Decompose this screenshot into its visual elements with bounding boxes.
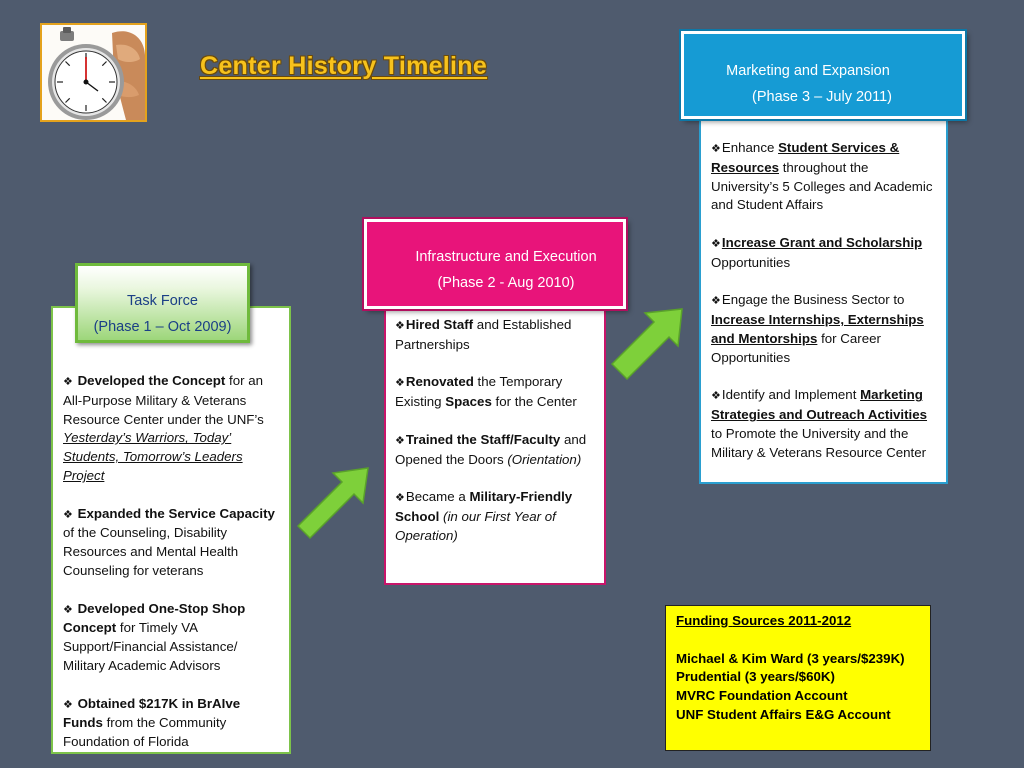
phase1-title: Task Force: [127, 293, 198, 309]
diamond-bullet-icon: ❖: [395, 320, 405, 332]
diamond-bullet-icon: ❖: [395, 377, 405, 390]
phase1-date: (Phase 1 – Oct 2009): [93, 319, 232, 335]
phase2-item: ❖Became a Military-Friendly School (in our First Year of Operation): [395, 489, 573, 543]
phase2-title: Infrastructure and Execution: [415, 249, 597, 265]
diamond-bullet-icon: ❖: [711, 295, 721, 308]
diamond-bullet-icon: ❖: [711, 143, 721, 155]
arrow-up-right-icon: [608, 304, 688, 384]
page-title: Center History Timeline: [200, 52, 488, 80]
funding-line: UNF Student Affairs E&G Account: [676, 706, 891, 722]
phase2-body: [384, 302, 606, 585]
phase2-header: [364, 219, 626, 309]
phase1-header: [75, 263, 250, 343]
stopwatch-icon: [40, 23, 147, 122]
phase1-item: ❖ Developed the Concept for an All-Purpose Military & Veterans Resource Center under the UNF’s Yesterday’s Warriors, Today’ Students, Tomorrow’s Leaders Project: [63, 373, 264, 483]
phase3-item: ❖Engage the Business Sector to Increase Internships, Externships and Mentorships for Career Opportunities: [711, 292, 924, 365]
diamond-bullet-icon: ❖: [711, 390, 721, 403]
phase3-title: Marketing and Expansion: [726, 63, 890, 79]
arrow-up-right-icon: [294, 462, 374, 542]
phase2-item: ❖Hired Staff and Established Partnerships: [395, 317, 572, 352]
phase1-item: ❖ Obtained $217K in BrAIve Funds from the Community Foundation of Florida: [63, 695, 241, 750]
phase2-item: ❖Renovated the Temporary Existing Spaces for the Center: [395, 374, 577, 410]
diamond-bullet-icon: ❖: [711, 237, 721, 250]
phase2-item: ❖Trained the Staff/Faculty and Opened the Doors (Orientation): [395, 431, 587, 467]
phase2-date: (Phase 2 - Aug 2010): [437, 275, 575, 291]
phase3-body: [699, 116, 948, 484]
phase3-header: [681, 31, 965, 119]
funding-line: Michael & Kim Ward (3 years/$239K): [676, 650, 905, 666]
funding-line: MVRC Foundation Account: [676, 688, 848, 704]
funding-line: Prudential (3 years/$60K): [676, 669, 835, 685]
funding-sources-box: [665, 605, 931, 751]
phase1-body: [51, 306, 291, 754]
phase3-date: (Phase 3 – July 2011): [752, 89, 892, 105]
phase3-item: ❖Enhance Student Services & Resources throughout the University’s 5 Colleges and Academic and Student Affairs: [711, 140, 933, 213]
diamond-bullet-icon: ❖: [63, 376, 73, 388]
diamond-bullet-icon: ❖: [395, 434, 405, 447]
diamond-bullet-icon: ❖: [63, 508, 73, 521]
phase3-item: ❖Increase Grant and Scholarship Opportunities: [711, 234, 923, 270]
funding-title: Funding Sources 2011-2012: [676, 613, 852, 628]
phase1-item: ❖ Developed One-Stop Shop Concept for Timely VA Support/Financial Assistance/ Military Academic Advisors: [63, 600, 246, 673]
phase1-item: ❖ Expanded the Service Capacity of the Counseling, Disability Resources and Mental Health Counseling for veterans: [63, 505, 275, 578]
diamond-bullet-icon: ❖: [395, 492, 405, 505]
diamond-bullet-icon: ❖: [63, 698, 73, 711]
phase3-item: ❖Identify and Implement Marketing Strategies and Outreach Activities to Promote the University and the Military & Veterans Resource Center: [711, 387, 928, 460]
diamond-bullet-icon: ❖: [63, 603, 73, 616]
